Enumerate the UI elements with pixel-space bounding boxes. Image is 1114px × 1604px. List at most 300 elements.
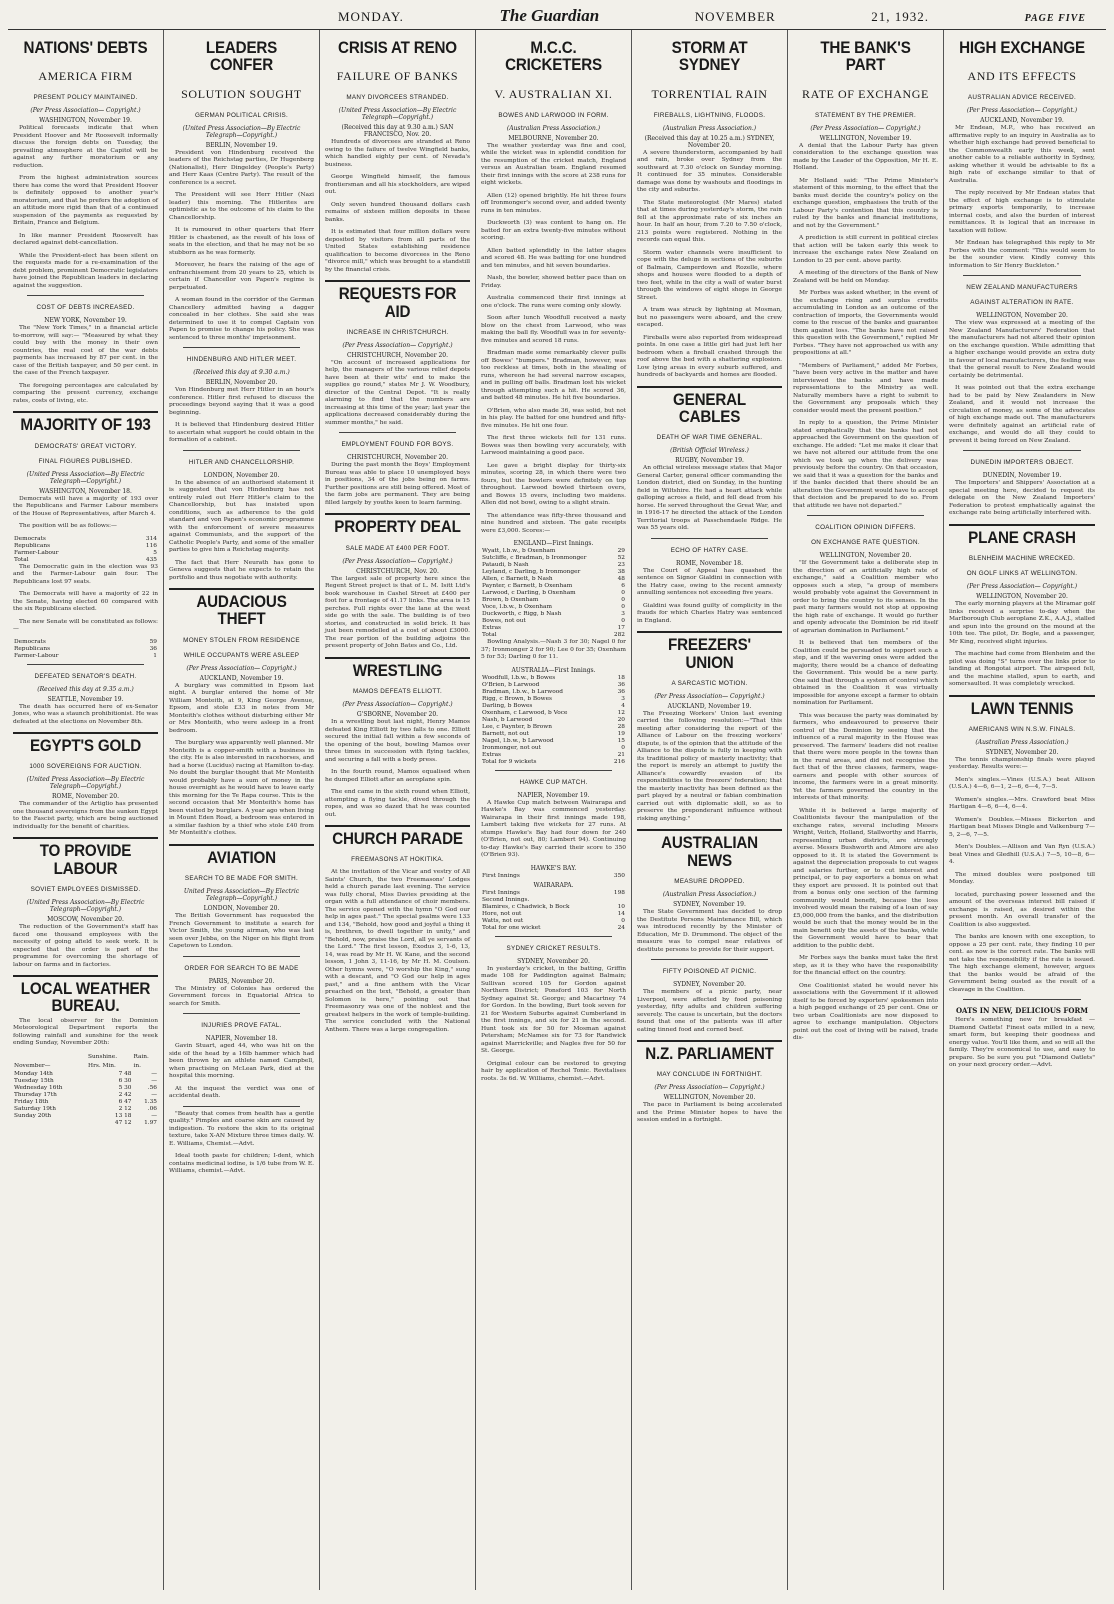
scorecard-cell: 29 — [617, 548, 625, 555]
section-rule — [169, 844, 314, 846]
deck-line: NEW ZEALAND MANUFACTURERS — [966, 284, 1078, 292]
divider-rule — [963, 999, 1081, 1000]
press-credit: (United Press Association—By Electric Telegraph—Copyright.) — [26, 776, 145, 791]
article — [481, 40, 626, 766]
body-paragraph: An official wireless message states that Major General Carter, general officer commanding the London district, died on Sunday, in the hunting field in Wiltshire. He had a heart attack while galloping across a field, and fell dead from his horse. He served throughout the Great War, and in 1916-17 he directed the attack of the London Territorial troops at Passchendaele Ridge. He was 55 years old. — [637, 465, 782, 532]
press-credit: (United Press Association—By Electric Telegraph—Copyright.) — [26, 899, 145, 914]
article — [949, 999, 1095, 1070]
dateline: AUCKLAND, November 19. — [980, 117, 1064, 125]
house-table-cell: 116 — [145, 542, 157, 549]
press-credit: (Per Press Association— Copyright.) — [186, 664, 297, 672]
scorecard-cell: Oxenham, c Larwood, b Voce — [482, 709, 568, 716]
press-credit: (Per Press Association— Copyright.) — [966, 107, 1078, 115]
deck-line: SALE MADE AT £400 PER FOOT. — [345, 544, 450, 552]
body-paragraph: Mr Endean, M.P., who has received an affirmative reply to an inquiry in Australia as to whether high exchange had proved beneficial to the Commonwealth early this week, sent another cable to a reliable authority in Sydney, asking whether it would be advisable to fix a high rate of exchange similar to that of Australia. — [949, 125, 1095, 184]
body-paragraph: The foregoing percentages are calculated by comparing the present currency, exchange rates, costs of living, etc. — [13, 382, 158, 404]
deck-line: AGAINST ALTERATION IN RATE. — [970, 299, 1074, 307]
body-paragraph: A meeting of the directors of the Bank of New Zealand will be held on Monday. — [793, 270, 938, 284]
body-paragraph: The Democrats will have a majority of 22 in the Senate, having elected 60 compared with the six Republicans elected. — [13, 591, 158, 613]
headline: HIGH EXCHANGE — [959, 39, 1085, 57]
body-paragraph: Only seven hundred thousand dollars cash remains of sixteen million deposits in these banks. — [325, 201, 470, 223]
section-rule — [325, 513, 470, 515]
article — [13, 664, 158, 727]
column-3 — [320, 30, 476, 1590]
body-paragraph: The members of a picnic party, near Liverpool, were affected by food poisoning yesterday, fifty adults and children suffering severely. The cause is uncertain, but the doctors found that one of the patients was ill after eating tinned food and corned beef. — [637, 989, 782, 1033]
section-rule — [637, 829, 782, 831]
column-5 — [632, 30, 788, 1590]
body-paragraph: In like manner President Roosevelt has declared against debt-cancellation. — [13, 232, 158, 247]
body-paragraph: It is believed that Hindenburg desired Hitler to ascertain what support he could obtain in the formation of a cabinet. — [169, 422, 314, 444]
scorecard-cell: 12 — [617, 709, 625, 716]
body-paragraph: Lee gave a bright display for thirty-six minutes, scoring 28, in which there were two fours, but the bowlers were definitely on top throughout. Larwood bowled thirteen overs, and Bowes 15 overs, including two maidens. Allen did not bowl, owing to a slight strain. — [481, 462, 626, 507]
column-1 — [8, 30, 164, 1590]
deck-line: SYDNEY CRICKET RESULTS. — [506, 944, 601, 952]
scorecard-row — [481, 618, 626, 625]
headline: PLANE CRASH — [968, 528, 1076, 547]
scorecard-row — [481, 625, 626, 632]
senate-table-row — [13, 653, 158, 660]
scorecard-cell: 19 — [617, 730, 625, 737]
weather-header-row — [13, 1062, 158, 1071]
dateline: SYDNEY, November 20. — [673, 981, 746, 988]
subheadline: AND ITS EFFECTS — [967, 69, 1077, 84]
deck-line: BLENHEIM MACHINE WRECKED. — [968, 555, 1076, 563]
scorecard-cell: First Innings — [482, 889, 520, 896]
scorecard-row — [481, 689, 626, 696]
body-paragraph: O'Brien, who also made 36, was solid, but not in his play. He batted for one hundred and fifty-five minutes. He hit one four. — [481, 407, 626, 429]
weather-header-row — [13, 1053, 158, 1062]
body-paragraph: A burglary was committed in Epsom last night. A burglar entered the home of Mr William Monteith, at 9, King George Avenue, Epsom, and stole £33 in notes from Mr Monteith's clothes without disturbing either Mr or Mrs Monteith, who were asleep in a front bedroom. — [169, 682, 314, 734]
scorecard-cell: Total for one wicket — [482, 924, 541, 931]
press-credit: (United Press Association—By Electric Telegraph—Copyright.) — [26, 470, 145, 485]
scorecard-cell: Nagel, l.b.w., b Larwood — [482, 737, 554, 744]
body-paragraph: Political forecasts indicate that when President Hoover and Mr Roosevelt informally discuss the foreign debts on Tuesday, the prevailing atmosphere at the Capitol will be against any further moratorium or any reduction. — [13, 125, 158, 169]
body-paragraph: A tram was struck by lightning at Mosman, but no passengers were aboard, and the crew escaped. — [637, 307, 782, 329]
press-credit: (Australian Press Association.) — [506, 124, 601, 132]
weather-row — [13, 1085, 158, 1092]
deck-line: WHILE OCCUPANTS WERE ASLEEP — [183, 651, 300, 659]
body-paragraph: The State meteorologist (Mr Mares) stated that at times during yesterday's storm, the rain fell at the approximate rate of six inches an hour. In half an hour, from 7.20 to 7.50 o'clock, 213 points were registered. Nothing in the records can equal this. — [637, 199, 782, 244]
press-credit: (Australian Press Association.) — [975, 738, 1069, 746]
section-rule — [325, 657, 470, 659]
article — [637, 959, 782, 1034]
headline: AUSTRALIAN NEWS — [661, 834, 758, 870]
body-paragraph: A severe thunderstorm, accompanied by hail and rain, broke over Sydney from the southward at 7.30 o'clock on Sunday morning. It continued for 35 minutes. Considerable damage was done by washouts and floodings in the city and suburbs. — [637, 149, 782, 194]
weather-row — [13, 1078, 158, 1085]
scorecard-cell: Duckworth, c Rigg, b Nash — [482, 611, 562, 618]
scorecard-cell: Bowes, not out — [482, 618, 526, 625]
scorecard-cell: Extras — [482, 625, 502, 632]
scorecard-row — [481, 611, 626, 618]
dateline: (Received this day at 9.30 a.m.) SAN FRANCISCO, Nov. 20. — [341, 124, 454, 139]
senate-table-cell: 1 — [153, 652, 157, 659]
subheadline: RATE OF EXCHANGE — [802, 86, 929, 101]
scorecard-cell: Brown, b Oxenham — [482, 597, 539, 604]
senate-table-cell: Farmer-Labour — [14, 652, 59, 659]
headline: LEADERS CONFER — [205, 39, 278, 75]
scorecard-cell: 15 — [617, 737, 625, 744]
dateline: NAPIER, November 19. — [517, 791, 590, 799]
body-paragraph: In the absence of an authorised statement it is suggested that von Hindenburg has not entirely ruled out Herr Hitler's claim to the Chancellorship, but has insisted upon conditions, such as adherence to the gold standard and von Papen's economic programme with the enforcement of severe measures against Communists, and the support of the Catholic People's Party, and some of the smaller parties to give him a Reichstag majority. — [169, 479, 314, 554]
article — [13, 40, 158, 290]
scorecard — [481, 890, 626, 932]
scorecard-cell: O'Brien, b Larwood — [482, 681, 540, 688]
body-paragraph: The reply received by Mr Endean states that the effect of high exchange is to stimulate primary exports temporarily, to increase internal costs, and also the burden of interest remittances. It is logical that an increase in taxation will follow. — [949, 190, 1095, 234]
deck-line: ECHO OF HATRY CASE. — [670, 546, 749, 554]
weather-cell: Tuesday 15th — [14, 1077, 54, 1084]
scorecard-row — [481, 548, 626, 555]
scorecard-row — [481, 682, 626, 689]
body-paragraph: Fireballs were also reported from widespread points. In one case a little girl had just left her bedroom when a fireball crashed through the roof above the bed with a shattering explosion. Low lying areas in every suburb suffered, and hundreds of backyards and homes are flooded. — [637, 334, 782, 379]
weather-header-cell: Sunshine. — [88, 1053, 118, 1060]
body-paragraph: The tennis championship finals were played yesterday. Results were:— — [949, 756, 1095, 771]
scorecard-cell: Bradman, l.b.w., b Larwood — [482, 688, 563, 695]
body-paragraph: The machine had come from Blenheim and the pilot was doing "S" turns over the links prior to landing at Rongotai airport. The airspeed fell, and the machine stalled, spun to earth, and somersaulted. It was completely wrecked. — [949, 651, 1095, 688]
body-paragraph: Mr Forbes says the banks must take the first step, as it is they who have the responsibility for the financial effect on the country. — [793, 955, 938, 977]
deck-line: DUNEDIN IMPORTERS OBJECT. — [970, 459, 1074, 467]
weather-header-cell: in. — [133, 1062, 141, 1069]
article — [325, 40, 470, 274]
dateline: SYDNEY, November 20. — [517, 957, 590, 965]
article — [637, 1040, 782, 1125]
scorecard-cell: 24 — [617, 924, 625, 931]
weather-cell: 6 30 — [118, 1077, 132, 1084]
scorecard-row — [481, 911, 626, 918]
body-paragraph: It is believed that ten members of the Coalition could be persuaded to support such a step, and if the wavering ones were added the majority, there would be a chance of defeating the Government. This would be a new party. One said that through a system of control which obtained in the Coalition it was virtually impossible for anyone except a farmer to obtain nomination for Parliament. — [793, 640, 938, 707]
weather-cell: Sunday 20th — [14, 1112, 52, 1119]
masthead-month: NOVEMBER — [694, 9, 776, 24]
press-credit: (Received this day at 9.30 a.m.) — [193, 369, 290, 377]
scorecard-cell: 48 — [617, 576, 625, 583]
weather-row — [13, 1106, 158, 1113]
deck-line: MANY DIVORCEES STRANDED. — [346, 94, 449, 102]
masthead — [8, 6, 1106, 30]
article — [169, 1106, 314, 1176]
scorecard-row — [481, 738, 626, 745]
headline: THE BANK'S PART — [820, 39, 911, 75]
body-paragraph: Here's something new for breakfast —Diamond Oatlets! Finest oats milled in a new, smart form, but keeping their goodness and energy value. You'll like them, and so will all the family. They're economical to use, and easy to prepare. So be sure you put "Diamond Oatlets" on your next grocery order.—Advt. — [949, 1017, 1095, 1069]
divider-rule — [27, 664, 144, 665]
body-paragraph: Soon after lunch Woodfull received a nasty blow on the chest from Larwood, who was making the ball fly. Woodfull was in for seventy-five minutes and scored 18 runs. — [481, 315, 626, 344]
scorecard-row — [481, 590, 626, 597]
body-paragraph: From the highest administration sources there has come the word that President Hoover is definitely opposed to another year's moratorium, and that he prefers the adoption of an attitude more rigid than that of a continued suspension of the payments as requested by Britain, France and Belgium. — [13, 175, 158, 227]
body-paragraph: At the invitation of the Vicar and vestry of All Saints' Church, the two Freemasons' Lodges held a church parade last evening. The service was fully choral, Miss Davies presiding at the organ with a full attendance of choir members. The service opened with the hymn "O God our help in ages past." The special psalms were 133 and 134, "Behold, how good and joyful a thing it is, brethren, to dwell together in unity," and "Behold, now, praise the Lord, all ye servants of the Lord." The first lesson, Exodus 3, 1-6, 13, 14, was read by Mr H. W. Kane, and the second lesson, 1 John 3, 11-16, by Mr H. M. Coulson. Other hymns were, "O worship the King," sung with a descant, and "O God our help in ages past," and a fine anthem with the Vicar preached on the text, "Behold, a greater than Solomon is here," pointing out that Freemasonry was one of the noblest and the greatest helpers in the work of temple-building. The service concluded with the National Anthem. There was a large congregation. — [325, 869, 470, 1033]
masthead-date: 21, 1932. — [871, 9, 930, 24]
body-paragraph: One Coalitionist stated he would never his associations with the Government if it allowed itself to be forced by exporters' spokesmen into a high pegged exchange of 25 per cent. One or two urban Coalitionists are now disposed to agree to exchange manipulation. Objectors point out the cost of living will be raised, trade dis- — [793, 982, 938, 1042]
deck-line: COST OF DEBTS INCREASED. — [36, 304, 135, 312]
dateline: SEATTLE, November 19. — [47, 695, 124, 703]
dateline: LONDON, November 20. — [203, 905, 280, 913]
headline: AVIATION — [207, 848, 276, 867]
article — [325, 825, 470, 1034]
scorecard-cell: Rigg, c Brown, b Bowes — [482, 695, 552, 702]
body-paragraph: The local observer for the Dominion Meteorological Department reports the following rainfall and sunshine for the week ending Sunday, November 20th: — [13, 1017, 158, 1047]
weather-cell: .06 — [147, 1105, 157, 1112]
body-paragraph: It is estimated that four million dollars were deposited by visitors from all parts of the United States establishing residence qualification to become divorcees in the Reno "divorce mill," which was brought to a standstill by the financial crisis. — [325, 229, 470, 273]
scorecard-cell: 10 — [617, 903, 625, 910]
body-paragraph: Storm water channels were insufficient to cope with the deluge in sections of the suburbs of Balmain, Camperdown and Rozelle, where shops and houses were flooded to a depth of two feet, while in the city a wall of water burst through the windows of eight shops in George Street. — [637, 249, 782, 301]
body-paragraph: The end came in the sixth round when Elliott, attempting a flying tackle, dived through the ropes, and was so dazed that he was counted out. — [325, 789, 470, 818]
scorecard-cell: 3 — [621, 695, 625, 702]
deck-line: ORDER FOR SEARCH TO BE MADE — [184, 964, 299, 972]
press-credit: (Per Press Association— Copyright.) — [342, 557, 453, 565]
body-paragraph: The death has occurred here of ex-Senator Jones, who was a staunch prohibitionist. He was defeated at the elections on November 8th. — [13, 703, 158, 725]
deck-line: MEASURE DROPPED. — [674, 878, 745, 885]
scorecard-cell: 0 — [621, 917, 625, 924]
body-paragraph: Men's singles.—Vines (U.S.A.) beat Allison (U.S.A.) 4—6, 6—1, 2—6, 6—4, 7—5. — [949, 776, 1095, 791]
press-credit: (Per Press Association— Copyright.) — [966, 583, 1078, 591]
scorecard-cell: Pataudi, b Nash — [482, 562, 529, 569]
press-credit: (Received this day at 9.35 a.m.) — [37, 685, 134, 693]
body-paragraph: Women's Doubles.—Misses Bickerton and Hartigan beat Misses Dingle and Valkenburg 7—5, 2—6, 7—5. — [949, 816, 1095, 838]
article — [949, 275, 1095, 445]
article — [13, 975, 158, 1127]
body-paragraph: In reply to a question, the Prime Minister stated emphatically that the banks had not approached the Government on the question of exchange. He added: "Let me make it clear that we have not altered our attitude from the one which we took up when the delivery was previously before the country. On that occasion, we said that it was a question for the banks and if the banks decided that there should be an alteration the Government would have to accept that decision and be prepared to do so. From that attitude we have not departed." — [793, 420, 938, 509]
scorecard-row — [481, 897, 626, 904]
column-2 — [164, 30, 320, 1590]
press-credit: (British Official Wireless.) — [670, 447, 749, 455]
body-paragraph: It is rumoured in other quarters that Herr Hitler is chastened, as the result of his loss of seats in the election, and that he may not be so stubborn as he was formerly. — [169, 227, 314, 256]
scorecard-cell — [608, 897, 626, 904]
dateline: DUNEDIN, November 19. — [982, 472, 1062, 480]
body-paragraph: Duckworth (3) was content to hang on. He batted for an extra twenty-five minutes without scoring. — [481, 220, 626, 242]
scorecard-title: WAIRARAPA. — [533, 881, 574, 889]
scorecard-cell: 0 — [621, 590, 625, 597]
body-paragraph: Women's singles.—Mrs. Crawford beat Miss Hartigan 4—6, 6—4, 6—4. — [949, 796, 1095, 811]
house-table-cell: Democrats — [14, 535, 46, 542]
scorecard-cell: Lee, c Paynter, b Brown — [482, 723, 552, 730]
article — [637, 829, 782, 954]
body-paragraph: Von Hindenburg met Herr Hitler in an hour's conference. Hitler first refused to discuss the proceedings beyond saying that it was a good beginning. — [169, 387, 314, 416]
body-paragraph: In the fourth round, Mamos equalised when he dumped Elliott after an aeroplane spin. — [325, 769, 470, 783]
scorecard-cell: 0 — [621, 618, 625, 625]
scorecard-cell: 38 — [617, 569, 625, 576]
section-rule — [637, 1040, 782, 1042]
dateline: WELLINGTON, November 19. — [819, 134, 912, 142]
column-4 — [476, 30, 632, 1590]
headline: TO PROVIDE LABOUR — [39, 842, 132, 878]
headline: PROPERTY DEAL — [334, 518, 461, 537]
deck-line: AMERICANS WIN N.S.W. FINALS. — [968, 725, 1076, 733]
house-table-row — [13, 557, 158, 564]
weather-header-cell — [13, 1053, 87, 1062]
weather-cell: Wednesday 16th — [14, 1084, 63, 1091]
body-paragraph: Gialdini was found guilty of complicity in the frauds for which Charles Hatry was sentenced in England. — [637, 602, 782, 624]
article — [949, 40, 1095, 270]
deck-line: ON EXCHANGE RATE QUESTION. — [811, 539, 920, 547]
house-table-row — [13, 550, 158, 557]
body-paragraph: The British Government has requested the French Government to institute a search for Victor Smith, the young airman, who was last seen over Jebba, on the Niger on his flight from Capetown to London. — [169, 913, 314, 950]
column-7 — [944, 30, 1100, 1590]
section-rule — [13, 837, 158, 839]
section-rule — [949, 524, 1095, 526]
deck-line: MAMOS DEFEATS ELLIOTT. — [352, 688, 443, 696]
weather-total-row — [13, 1120, 158, 1127]
section-rule — [949, 695, 1095, 697]
weather-table — [13, 1053, 158, 1127]
dateline: WASHINGTON, November 18. — [39, 487, 132, 495]
divider-rule — [183, 1106, 300, 1107]
headline: LOCAL WEATHER BUREAU. — [20, 980, 151, 1016]
body-paragraph: Gavin Stuart, aged 44, who was hit on the side of the head by a 16lb hammer which had been thrown by an athlete named Campbell, when practising on McLean Park, died at the hospital this morning. — [169, 1043, 314, 1080]
weather-cell: Monday 14th — [14, 1070, 53, 1077]
deck-line: STATEMENT BY THE PREMIER. — [814, 111, 917, 119]
scorecard-cell: Sutcliffe, c Bradman, b Ironmonger — [482, 555, 587, 562]
scorecard-cell: Nash, b Larwood — [482, 716, 533, 723]
section-rule — [637, 386, 782, 388]
body-paragraph: Men's Doubles.—Allison and Van Ryn (U.S.A.) beat Vines and Gledhill (U.S.A.) 7—5, 10—8, 6—4. — [949, 844, 1095, 866]
body-paragraph: The pace in Parliament is being accelerated and the Prime Minister hopes to have the session ended in a fortnight. — [637, 1102, 782, 1124]
body-paragraph: Mr Holland said: "The Prime Minister's statement of this morning, to the effect that the banks must decide the country's policy on the exchange question, emphasises the truth of the Labour Party's contention that this country is ruled by the banks and financial institutions, and not by the Government." — [793, 177, 938, 229]
article — [169, 450, 314, 583]
body-paragraph: A woman found in the corridor of the German Chancellery admitted having a dagger concealed in her clothes. She said she was determined to use it to compel Captain von Papen to promise to change his policy. She was sentenced to three months' imprisonment. — [169, 297, 314, 341]
body-paragraph: The burglary was apparently well planned. Mr Monteith is a copper-smith with a business in the city. He is also interested in racehorses, and had a horse (Lucidus) racing at Hamilton to-day. No doubt the burglar thought that Mr Monteith would probably have a sum of money in the house overnight as he would have to leave early this morning for the Te Rapa course. This is the second occasion that Mr Monteith's home has been visited by burglars. A year ago when living in Mount Eden Road, a bedroom was entered in a similar fashion by a thief who stole £40 from Mr Monteith's clothes. — [169, 740, 314, 837]
body-paragraph: The commander of the Artiglio has presented one thousand sovereigns from the sunken Egypt to the Fascist party, which are being auctioned individually for the benefit of charities. — [13, 801, 158, 830]
headline: NATIONS' DEBTS — [23, 39, 148, 57]
section-rule — [325, 280, 470, 282]
body-paragraph: A Hawke Cup match between Wairarapa and Hawke's Bay was commenced yesterday. Wairarapa in their first innings made 198, Lambert taking five wickets for 27 runs. At stumps Hawke's Bay had four down for 240 (O'Brien, not out, 80; Lambert 94). Continuing to-day Hawke's Bay carried their score to 350 (O'Brien 93). — [481, 799, 626, 859]
section-rule — [13, 732, 158, 734]
scorecard-cell: 3 — [621, 611, 625, 618]
scorecard-cell: Total for 9 wickets — [482, 758, 537, 765]
article — [169, 40, 314, 342]
scorecard-row — [481, 925, 626, 932]
scorecard-row — [481, 597, 626, 604]
dateline: NEW YORK, November 19. — [44, 317, 127, 325]
scorecard-cell: 6 — [621, 583, 625, 590]
article — [481, 770, 626, 932]
scorecard-cell: Total — [482, 632, 497, 639]
masthead-page-number: PAGE FIVE — [1024, 13, 1086, 24]
body-paragraph: In a wrestling bout last night, Henry Mamos defeated King Elliott by two falls to one. Elliott secured the initial fall within a few seconds of the opening of the bout, bowling Mamos over three times in succession with flying tackles, and securing a fall with a body press. — [325, 719, 470, 763]
scorecard-row — [481, 696, 626, 703]
house-table-cell: 435 — [145, 556, 157, 563]
headline: M.C.C. CRICKETERS — [505, 39, 602, 75]
scorecard-row — [481, 632, 626, 639]
body-paragraph: located, purchasing power lessened and the amount of the overseas interest bill raised if exchange is raised, as desired within the present month. An overall transfer of the Coalition is also suggested. — [949, 891, 1095, 928]
body-paragraph: The fact that Herr Neurath has gone to Geneva suggests that he expects to retain the portfolio and thus negotiate with authority. — [169, 559, 314, 581]
press-credit: United Press Association—By Electric Telegraph—Copyright.) — [183, 888, 300, 903]
deck-line: EMPLOYMENT FOUND FOR BOYS. — [341, 441, 454, 449]
deck-line: MONEY STOLEN FROM RESIDENCE — [183, 636, 300, 644]
body-paragraph: The "New York Times," in a financial article to-morrow, will say:— "Measured by what they could buy with the money in their own countries, the real cost of the war debts payments has increased by 87 per cent. in the case of the British taxpayer, and 50 per cent. in the case of the French taxpayer. — [13, 325, 158, 377]
body-paragraph: The first three wickets fell for 131 runs. Bowes was then bowling very accurately, with Larwood maintaining a good pace. — [481, 435, 626, 457]
divider-rule — [495, 936, 612, 937]
scorecard-cell: Blamires, c Chadwick, b Bock — [482, 903, 570, 910]
scorecard-row — [481, 569, 626, 576]
deck-line: FREEMASONS AT HOKITIKA. — [351, 856, 444, 864]
article — [325, 513, 470, 650]
headline: MAJORITY OF 193 — [20, 416, 151, 435]
press-credit: (Australian Press Association.) — [662, 124, 757, 132]
body-paragraph: The weather yesterday was fine and cool, while the wicket was in splendid condition for the resumption of the cricket match, England versus an Australian team. England resumed their first innings with the score at 238 runs for eight wickets. — [481, 142, 626, 187]
divider-rule — [963, 275, 1081, 276]
body-paragraph: A denial that the Labour Party has given consideration to the exchange question was made by the Leader of the Opposition, Mr H. E. Holland. — [793, 142, 938, 172]
scorecard-row — [481, 583, 626, 590]
weather-row — [13, 1071, 158, 1078]
body-paragraph: Original colour can be restored to greying hair by application of Rechol Tonic. Revitalises roots. 3s 6d. W. Williams, chemist.—Advt. — [481, 1060, 626, 1082]
divider-rule — [963, 450, 1081, 451]
scorecard-cell: Larwood, c Darling, b Oxenham — [482, 590, 576, 597]
weather-cell: — — [151, 1091, 157, 1098]
press-credit: (Per Press Association— Copyright.) — [810, 124, 921, 132]
scorecard-cell: Barnett, not out — [482, 730, 529, 737]
divider-rule — [651, 538, 768, 539]
scorecard-cell: First Innings — [482, 872, 520, 879]
deck-line: FIREBALLS, LIGHTNING, FLOODS. — [653, 111, 766, 119]
dateline: WELLINGTON, November 20. — [976, 593, 1068, 601]
section-rule — [13, 975, 158, 977]
dateline: SYDNEY, November 20. — [985, 748, 1059, 756]
dateline: MOSCOW, November 20. — [47, 916, 124, 924]
dateline: PARIS, November 20. — [208, 977, 275, 985]
article — [949, 524, 1095, 689]
scorecard-cell: 0 — [621, 744, 625, 751]
deck-line: HITLER AND CHANCELLORSHIP. — [188, 458, 295, 466]
subheadline: FAILURE OF BANKS — [336, 69, 459, 84]
body-paragraph: "If the Government take a deliberate step in the direction of an artificially high rate of exchange," said a Coalition member who opposes such a step, "a group of members would probably vote against the Government in order to bring the country to its senses. In the past many farmers would not stop at opposing the high rate of exchange. It would go further and openly advocate the Dominion be rid itself of agrarian domination in Parliament." — [793, 560, 938, 634]
body-paragraph: Mr Forbes was asked whether, in the event of the exchange rising and surplus credits accumulating in London as an outcome of the contraction of imports, the Governments would come to the rescue of the banks and guarantee them against loss. "The banks have not raised this question with the Government," replied Mr Forbes. "They have not approached us with any propositions at all." — [793, 290, 938, 357]
dateline: AUCKLAND, November 19. — [667, 702, 752, 710]
scorecard-cell: 0 — [621, 597, 625, 604]
scorecard-row — [481, 759, 626, 766]
body-paragraph: While the President-elect has been silent on the requests made for a re-examination of the debt problem, prominent Democratic legislators have joined the Republican leaders in declaring against the suggestion. — [13, 252, 158, 289]
scorecard — [481, 675, 626, 766]
headline: FREEZERS' UNION — [668, 636, 751, 672]
scorecard-title: ENGLAND—First Innings. — [513, 540, 594, 548]
body-paragraph: Ideal tooth paste for children; I-dent, which contains medicinal iodine, is 1/6 tube from W. E. Williams, chemist.—Advt. — [169, 1153, 314, 1175]
scorecard-cell: Darling, b Bowes — [482, 702, 533, 709]
dateline: (Received this day at 10.25 a.m.) SYDNEY, November 20. — [644, 134, 775, 149]
article — [13, 732, 158, 831]
article — [325, 432, 470, 507]
scorecard-row — [481, 562, 626, 569]
article — [169, 347, 314, 445]
press-credit: (Per Press Association— Copyright.) — [654, 1084, 765, 1092]
senate-table-cell: Republicans — [14, 645, 51, 652]
subheadline: SOLUTION SOUGHT — [181, 86, 302, 101]
body-paragraph: Australia commenced their first innings at one o'clock. The runs were coming only slowly. — [481, 295, 626, 309]
body-paragraph: President von Hindenburg received the leaders of the Reichstag parties, Dr Hugenberg (Nationalist), Herr Dingeldey (People's Party) and Herr Kaas (Centre Party). The result of the conference is a secret. — [169, 149, 314, 186]
weather-header-cell: Rain. — [133, 1053, 149, 1060]
dateline: SYDNEY, November 19. — [673, 901, 746, 908]
headline: REQUESTS FOR AID — [338, 285, 457, 321]
deck-line: BOWES AND LARWOOD IN FORM. — [498, 111, 609, 119]
dateline: WELLINGTON, November 20. — [976, 312, 1068, 320]
masthead-day: MONDAY. — [338, 9, 404, 24]
body-paragraph: Hundreds of divorcees are stranded at Reno owing to the failure of twelve Wingfield banks, which handled eighty per cent. of Nevada's business. — [325, 139, 470, 168]
body-paragraph: The view was expressed at a meeting of the New Zealand Manufacturers' Federation that the manufacturers had not altered their opinion on the exchange question. While admitting that a higher exchange would provide an extra duty in favour of local manufacturers, the feeling was that the general result to New Zealand would certainly be detrimental. — [949, 320, 1095, 379]
body-paragraph: The Ministry of Colonies has ordered the Government forces in Equatorial Africa to search for Smith. — [169, 985, 314, 1007]
section-rule — [637, 631, 782, 633]
scorecard-row — [481, 555, 626, 562]
senate-table-row — [13, 646, 158, 653]
article — [637, 538, 782, 626]
senate-table-cell: Democrats — [14, 638, 46, 645]
press-credit: (United Press Association—By Electric Telegraph—Copyright.) — [338, 107, 457, 122]
scorecard — [481, 873, 626, 880]
scorecard-cell: 198 — [613, 889, 625, 896]
scorecard-cell: 52 — [617, 555, 625, 562]
divider-rule — [183, 450, 300, 451]
weather-total-cell: 1.97 — [144, 1119, 157, 1126]
deck-line: DEATH OF WAR TIME GENERAL. — [656, 434, 763, 442]
deck-line: SEARCH TO BE MADE FOR SMITH. — [184, 875, 299, 883]
body-paragraph: "Beauty that comes from health has a gentle quality." Pimples and coarse skin are caused by indigestion. To restore the skin to its original texture, take X-AN Mixture three times daily. W. E. Williams, Chemist.—Advt. — [169, 1110, 314, 1147]
weather-header-cell: November— — [14, 1062, 51, 1069]
body-paragraph: The State Government has decided to drop the Destitute Persons Maintenance Bill, which was introduced recently by the Minister of Education, Mr D. Drummond. The object of the measure was to compel near relatives of destitute persons to provide for their support. — [637, 909, 782, 953]
bowling-analysis: Bowling Analysis.—Nash 3 for 30; Nagel 0 for 37; Ironmonger 2 for 90; Lee 0 for 35; Oxenham 5 for 53; Darling 0 for 11. — [481, 639, 626, 661]
